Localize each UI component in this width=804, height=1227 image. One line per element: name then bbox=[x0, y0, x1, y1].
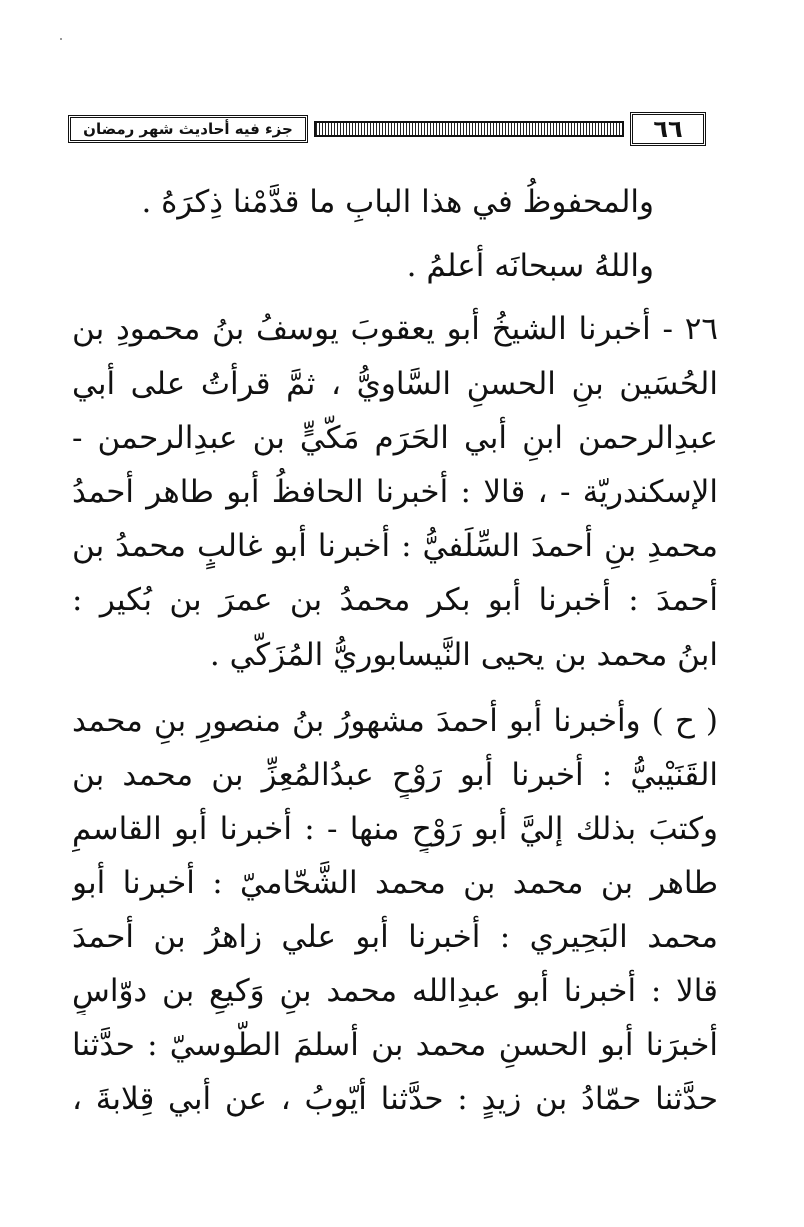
text-line: طاهر بن محمد بن محمد الشَّحّاميّ : أخبرنا أبو bbox=[72, 865, 718, 901]
text-line: ( ح ) وأخبرنا أبو أحمدَ مشهورُ بنُ منصورِ بنِ محمد bbox=[72, 703, 718, 739]
text-line: ٢٦ - أخبرنا الشيخُ أبو يعقوبَ يوسفُ بنُ محمودِ بن bbox=[72, 311, 718, 347]
scan-speck bbox=[60, 38, 62, 40]
text-line: حدَّثنا حمّادُ بن زيدٍ : حدَّثنا أيّوبُ ، عن أبي قِلابةَ ، bbox=[72, 1081, 718, 1117]
text-line: ابنُ محمد بن يحيى النَّيسابوريُّ المُزَكّي . bbox=[209, 637, 718, 673]
text-line: الإسكندريّة - ، قالا : أخبرنا الحافظُ أبو طاهر أحمدُ bbox=[72, 474, 718, 510]
text-line: القَنَيْبيُّ : أخبرنا أبو رَوْحٍ عبدُالمُعِزِّ بن محمد بن bbox=[72, 757, 718, 793]
text-line: محمدِ بنِ أحمدَ السِّلَفيُّ : أخبرنا أبو غالبٍ محمدُ بن bbox=[72, 528, 718, 564]
header-rule bbox=[314, 121, 624, 137]
text-line: واللهُ سبحانَه أعلمُ . bbox=[406, 248, 654, 284]
text-line: وكتبَ بذلك إليَّ أبو رَوْحٍ منها - : أخبرنا أبو القاسمِ bbox=[72, 811, 718, 847]
text-line: قالا : أخبرنا أبو عبدِالله محمد بنِ وَكيعِ بن دوّاسٍ bbox=[72, 973, 718, 1009]
text-line: الحُسَين بنِ الحسنِ السَّاويُّ ، ثمَّ قرأتُ على أبي bbox=[72, 366, 718, 402]
running-header bbox=[68, 112, 706, 148]
text-line: عبدِالرحمن ابنِ أبي الحَرَم مَكّيٍّ بن عبدِالرحمن - bbox=[72, 420, 718, 456]
text-line: محمد البَحِيري : أخبرنا أبو علي زاهرُ بن أحمدَ bbox=[72, 919, 718, 955]
running-title: جزء فيه أحاديث شهر رمضان bbox=[68, 115, 308, 143]
text-line: أخبرَنا أبو الحسنِ محمد بن أسلمَ الطُّوسيّ : حدَّثنا bbox=[72, 1027, 718, 1063]
text-line: والمحفوظُ في هذا البابِ ما قدَّمْنا ذِكرَهُ . bbox=[141, 184, 654, 220]
text-line: أحمدَ : أخبرنا أبو بكر محمدُ بن عمرَ بن بُكير : bbox=[72, 582, 718, 618]
page-number: ٦٦ bbox=[630, 112, 706, 146]
